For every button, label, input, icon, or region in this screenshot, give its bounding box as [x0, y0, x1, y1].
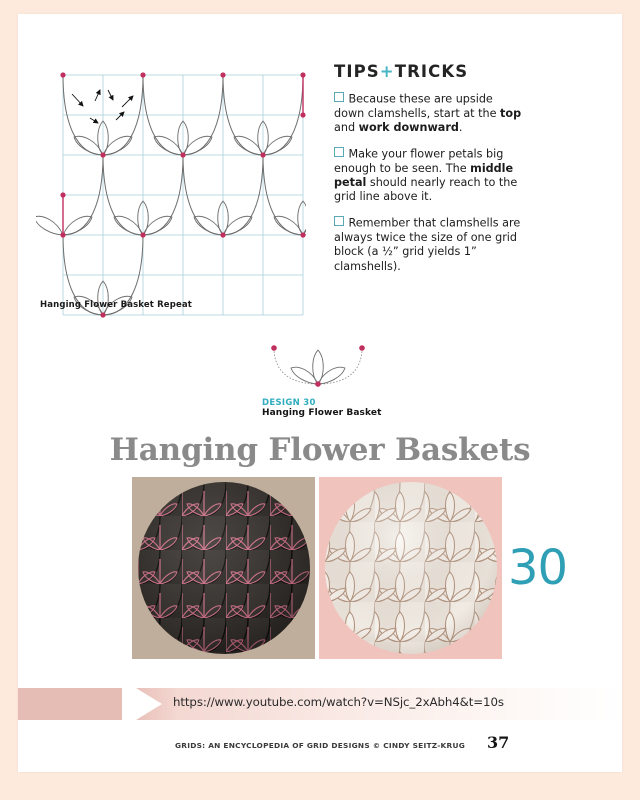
tips-heading-left: TIPS [334, 62, 380, 81]
design-number: 30 [508, 540, 568, 596]
video-url-banner[interactable] [18, 688, 622, 720]
tip-emphasis: work downward [358, 120, 459, 134]
direction-arrows [72, 90, 133, 123]
video-url-text[interactable]: https://www.youtube.com/watch?v=NSjc_2xAbh4&t=10s [173, 695, 504, 709]
footer-credit: GRIDS: AN ENCYCLOPEDIA OF GRID DESIGNS © CINDY SEITZ-KRUG [174, 741, 466, 751]
tip-span: should nearly reach to the grid line above it. [334, 176, 518, 204]
tip-emphasis: top [500, 106, 522, 120]
tip-item [334, 147, 524, 204]
tip-text [334, 217, 520, 273]
tips-heading-plus: + [379, 62, 395, 81]
tip-span: Because these are upside down clamshells, start at the [334, 92, 501, 120]
flower-motif-partial [36, 216, 92, 235]
footer [0, 737, 640, 755]
dark-quilt-sample [132, 477, 315, 659]
dark-quilt-circle [138, 482, 310, 654]
tips-heading [334, 62, 524, 81]
design-motif-block [262, 340, 382, 418]
light-quilt-circle [325, 482, 497, 654]
design-name-label: Hanging Flower Basket [262, 408, 382, 418]
checkbox-icon[interactable] [334, 92, 344, 102]
tip-span: Make your flower petals big enough to be seen. The [334, 147, 504, 175]
design-motif-icon [262, 340, 374, 392]
tip-item [334, 92, 524, 135]
tips-heading-right: TRICKS [394, 62, 469, 81]
checkbox-icon[interactable] [334, 147, 344, 157]
tip-text [334, 148, 517, 204]
photo-row [132, 477, 512, 659]
stitch-path-diagram [36, 42, 306, 327]
tip-span: . [458, 120, 463, 134]
play-arrow-icon [122, 688, 166, 720]
design-number-label: DESIGN 30 [262, 398, 316, 408]
checkbox-icon[interactable] [334, 216, 344, 226]
tips-panel [334, 62, 524, 286]
light-quilt-sample [319, 477, 502, 659]
diagram-caption: Hanging Flower Basket Repeat [40, 300, 192, 310]
tip-text [334, 93, 521, 134]
tip-item [334, 216, 524, 273]
tip-span: and [334, 120, 359, 134]
page-number: 37 [487, 733, 510, 752]
tip-emphasis: middle petal [334, 161, 514, 190]
page-title: Hanging Flower Baskets [109, 432, 531, 468]
flower-motifs [74, 121, 306, 315]
tip-span: Remember that clamshells are always twice the size of one grid block (a ½” grid yields 1” clamshells). [334, 216, 521, 273]
